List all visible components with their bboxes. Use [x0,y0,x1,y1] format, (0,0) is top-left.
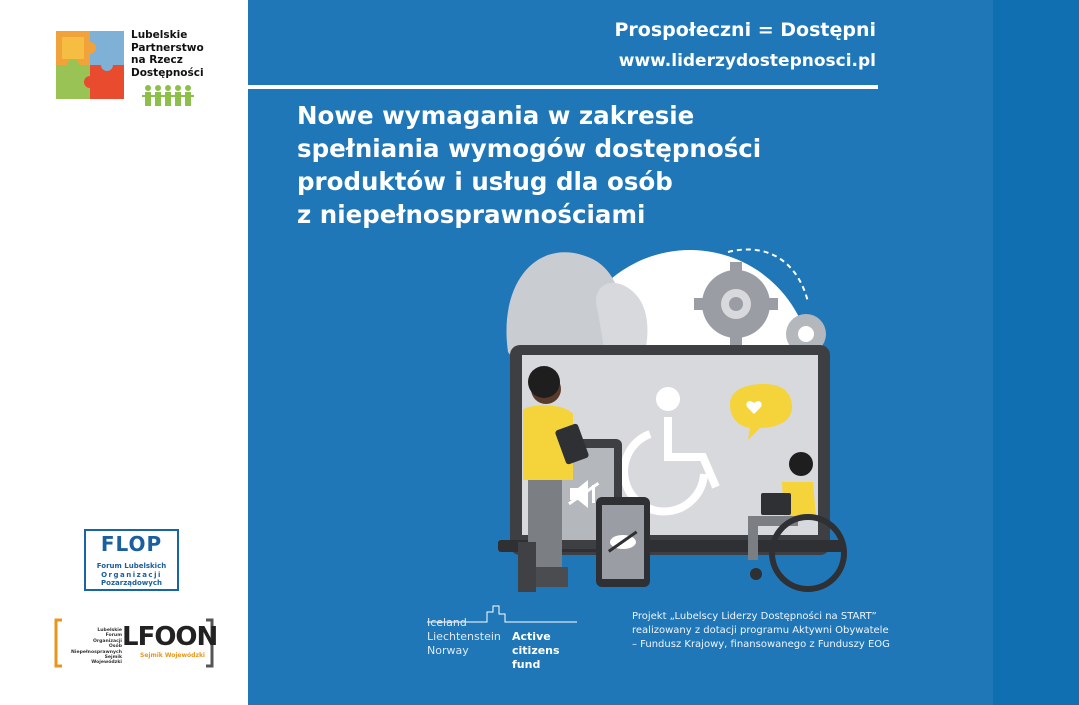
lfoon-line: Sejmik [104,655,122,661]
eea-active-line: Active [512,630,551,643]
title-line: Nowe wymagania w zakresie [297,101,695,130]
flop-sub-line: Pozarządowych [101,579,162,587]
page-title [297,99,897,231]
flop-logo [84,529,179,591]
lfoon-line: Osób [108,644,122,650]
lfoon-sejmik: Sejmik Wojewódzki [140,652,205,659]
lfoon-small-text [66,628,122,666]
project-note [632,610,902,652]
lpd-line: Partnerstwo [131,41,204,54]
flop-title: FLOP [100,532,163,556]
project-line: – Fundusz Krajowy, finansowanego z Funduszy EOG [632,639,890,650]
lpd-line: na Rzecz [131,54,183,66]
flop-subtitle [86,562,177,588]
title-line: spełniania wymogów dostępności [297,134,762,163]
project-line: realizowany z dotacji programu Aktywni Obywatele [632,625,889,636]
slogan: Prospołeczni = Dostępni [614,19,876,41]
lpd-logo-text [131,29,204,79]
title-line: z niepełnosprawnościami [297,200,646,229]
flop-sub-line: Organizacji [101,570,162,579]
lfoon-title: LFOON [122,622,218,652]
eea-country: Iceland [427,616,467,629]
eea-grants-logo [427,604,587,671]
accessibility-illustration [478,242,850,602]
lpd-line: Dostępności [131,66,204,79]
project-line: Projekt „Lubelscy Liderzy Dostępności na START” [632,611,877,622]
eea-countries [427,616,501,658]
eea-country: Liechtenstein [427,630,501,643]
lpd-line: Lubelskie [131,29,188,41]
active-citizens-fund [512,630,587,672]
lfoon-line: Niepełnosprawnych [71,649,122,655]
lfoon-line: Wojewódzki [91,660,122,666]
lfoon-line: Forum [105,633,122,639]
title-line: produktów i usług dla osób [297,167,673,196]
lfoon-line: Organizacji [92,638,122,644]
eea-active-line: citizens fund [512,644,560,671]
website-link[interactable]: www.liderzydostepnosci.pl [618,51,876,71]
lfoon-logo [54,618,218,668]
flop-sub-line: Forum Lubelskich [96,562,167,570]
header-divider [248,85,878,89]
right-strip [993,0,1079,705]
lfoon-line: Lubelskie [97,628,122,633]
eea-country: Norway [427,644,469,657]
